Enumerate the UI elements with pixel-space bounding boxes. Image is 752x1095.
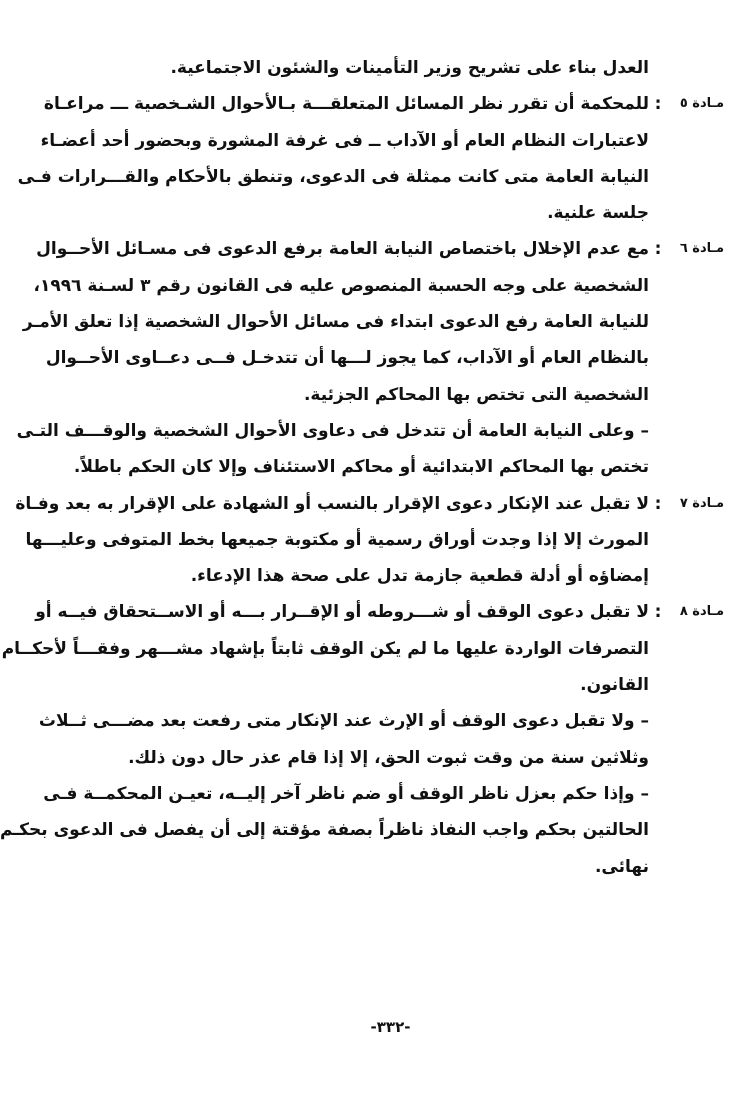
article-body: [22, 231, 649, 412]
page-number: -٣٣٢-: [370, 1018, 411, 1036]
document-page: [0, 50, 724, 885]
article-label: مـادة ٧: [679, 495, 724, 511]
article-8: [1, 594, 724, 703]
article-line: المورث إلا إذا وجدت أوراق رسمية أو مكتوبة جميعها بخط المتوفى وعليـــها: [25, 529, 649, 550]
article-8-extra-line: – ولا تقبل دعوى الوقف أو الإرث عند الإنكار متى رفعت بعد مضـــى ثــلاث: [38, 711, 649, 732]
article-line: لاعتبارات النظام العام أو الآداب ــ فى غرفة المشورة وبحضور أحد أعضـاء: [40, 130, 649, 151]
article-6-extra-line: – وعلى النيابة العامة أن تتدخل فى دعاوى الأحوال الشخصية والوقـــف التـى: [16, 420, 649, 441]
article-line: القانون.: [580, 675, 649, 696]
article-colon: :: [654, 94, 662, 115]
article-line: بالنظام العام أو الآداب، كما يجوز لـــها أن تتدخـل فــى دعــاوى الأحــوال: [45, 348, 649, 369]
article-body: [1, 594, 649, 703]
article-label: مـادة ٨: [679, 604, 724, 620]
article-5: [17, 86, 724, 231]
intro-line: العدل بناء على تشريح وزير التأمينات والشئون الاجتماعية.: [170, 58, 649, 78]
article-line: إمضاؤه أو أدلة قطعية جازمة تدل على صحة هذا الإدعاء.: [190, 566, 649, 587]
article-line: النيابة العامة متى كانت ممثلة فى الدعوى، وتنطق بالأحكام والقـــرارات فـى: [17, 166, 649, 187]
article-line: جلسة علنية.: [547, 203, 649, 224]
article-body: [15, 486, 649, 595]
article-line: لا تقبل دعوى الوقف أو شـــروطه أو الإقــرار بـــه أو الاســتحقاق فيــه أو: [35, 602, 649, 623]
article-line: للنيابة العامة رفع الدعوى ابتداء فى مسائل الأحوال الشخصية إذا تعلق الأمـر: [22, 312, 649, 333]
article-line: مع عدم الإخلال باختصاص النيابة العامة برفع الدعوى فى مسـائل الأحــوال: [36, 239, 649, 260]
article-line: للمحكمة أن تقرر نظر المسائل المتعلقـــة بـالأحوال الشـخصية ـــ مراعـاة: [43, 94, 649, 115]
article-colon: :: [654, 602, 662, 623]
article-colon: :: [654, 493, 662, 514]
article-8-extra-line: الحالتين بحكم واجب النفاذ ناظراً بصفة مؤقتة إلى أن يفصل فى الدعوى بحكـم: [0, 820, 649, 841]
article-line: لا تقبل عند الإنكار دعوى الإقرار بالنسب أو الشهادة على الإقرار به بعد وفـاة: [15, 493, 649, 514]
article-6: [22, 231, 724, 412]
article-6-extra-line: تختص بها المحاكم الابتدائية أو محاكم الاستئناف وإلا كان الحكم باطلاً.: [73, 457, 649, 478]
article-label: مـادة ٦: [679, 241, 724, 257]
article-7: [15, 486, 724, 595]
article-8-extra-line: نهائى.: [594, 856, 649, 877]
article-8-extra-line: – وإذا حكم بعزل ناظر الوقف أو ضم ناظر آخر إليــه، تعيـن المحكمــة فـى: [43, 783, 649, 804]
article-line: الشخصية التى تختص بها المحاكم الجزئية.: [303, 384, 649, 405]
article-8-extra-line: وثلاثين سنة من وقت ثبوت الحق، إلا إذا قام عذر حال دون ذلك.: [128, 747, 649, 768]
article-body: [17, 86, 649, 231]
article-colon: :: [654, 239, 662, 260]
article-line: التصرفات الواردة عليها ما لم يكن الوقف ثابتاً بإشهاد مشـــهر وفقـــاً لأحكــام: [1, 638, 649, 659]
article-label: مـادة ٥: [679, 96, 724, 112]
article-line: الشخصية على وجه الحسبة المنصوص عليه فى القانون رقم ٣ لسـنة ١٩٩٦،: [33, 275, 649, 296]
